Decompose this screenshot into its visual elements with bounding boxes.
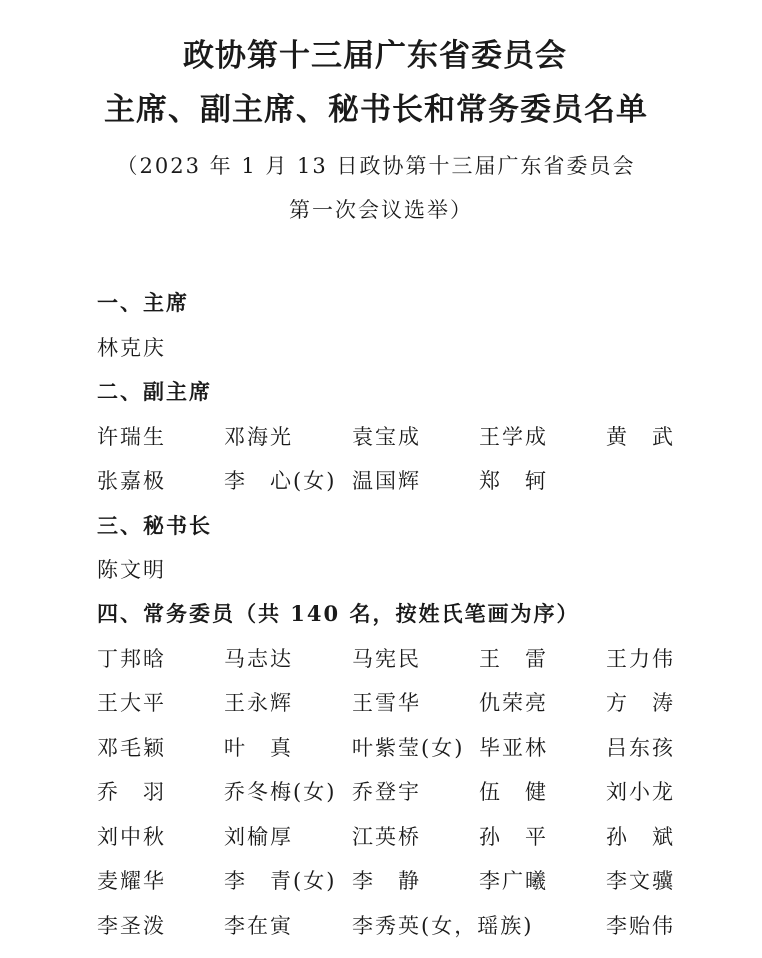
member-name: 邓海光 bbox=[224, 425, 293, 449]
member-name: 叶紫莹(女) bbox=[352, 736, 465, 760]
section-heading-secretary-general: 三、秘书长 bbox=[97, 513, 212, 538]
member-name: 郑 轲 bbox=[479, 469, 548, 493]
name-row bbox=[0, 643, 762, 673]
name-row bbox=[0, 732, 762, 762]
member-name: 乔冬梅(女) bbox=[224, 780, 337, 804]
member-name: 李 心(女) bbox=[224, 469, 337, 493]
name-row bbox=[0, 910, 762, 940]
member-name: 叶 真 bbox=[224, 736, 293, 760]
member-name: 李广曦 bbox=[479, 869, 548, 893]
member-name: 王雪华 bbox=[352, 691, 421, 715]
member-name: 李贻伟 bbox=[606, 914, 675, 938]
member-name: 张嘉极 bbox=[97, 469, 166, 493]
member-name: 王大平 bbox=[97, 691, 166, 715]
member-name: 马宪民 bbox=[352, 647, 421, 671]
section-heading-standing-members: 四、常务委员（共 140 名，按姓氏笔画为序） bbox=[97, 601, 580, 626]
member-name: 王学成 bbox=[479, 425, 548, 449]
member-name: 李秀英(女，瑶族) bbox=[352, 914, 534, 938]
member-name: 方 涛 bbox=[606, 691, 675, 715]
election-note-line2: 第一次会议选举） bbox=[289, 198, 473, 222]
member-name: 江英桥 bbox=[352, 825, 421, 849]
member-name: 李 青(女) bbox=[224, 869, 337, 893]
member-name: 袁宝成 bbox=[352, 425, 421, 449]
member-name: 李圣泼 bbox=[97, 914, 166, 938]
member-name: 毕亚林 bbox=[479, 736, 548, 760]
member-name: 李文骥 bbox=[606, 869, 675, 893]
member-name: 王力伟 bbox=[606, 647, 675, 671]
name-row bbox=[0, 465, 762, 495]
section-heading-chair: 一、主席 bbox=[97, 290, 189, 315]
member-name: 孙 平 bbox=[479, 825, 548, 849]
name-row bbox=[0, 332, 762, 362]
member-name: 林克庆 bbox=[97, 336, 166, 360]
member-name: 李在寅 bbox=[224, 914, 293, 938]
member-name: 黄 武 bbox=[606, 425, 675, 449]
member-name: 刘榆厚 bbox=[224, 825, 293, 849]
member-name: 王 雷 bbox=[479, 647, 548, 671]
member-name: 孙 斌 bbox=[606, 825, 675, 849]
member-name: 李 静 bbox=[352, 869, 421, 893]
election-note-line1: （2023 年 1 月 13 日政协第十三届广东省委员会 bbox=[116, 154, 636, 178]
member-name: 乔登宇 bbox=[352, 780, 421, 804]
member-name: 马志达 bbox=[224, 647, 293, 671]
member-name: 麦耀华 bbox=[97, 869, 166, 893]
member-name: 丁邦晗 bbox=[97, 647, 166, 671]
member-name: 刘中秋 bbox=[97, 825, 166, 849]
name-row bbox=[0, 776, 762, 806]
member-name: 邓毛颖 bbox=[97, 736, 166, 760]
name-row bbox=[0, 865, 762, 895]
member-name: 乔 羽 bbox=[97, 780, 166, 804]
member-name: 许瑞生 bbox=[97, 425, 166, 449]
member-name: 刘小龙 bbox=[606, 780, 675, 804]
member-name: 温国辉 bbox=[352, 469, 421, 493]
document-title-line1: 政协第十三届广东省委员会 bbox=[183, 38, 567, 74]
name-row bbox=[0, 687, 762, 717]
member-name: 吕东孩 bbox=[606, 736, 675, 760]
name-row bbox=[0, 554, 762, 584]
member-name: 陈文明 bbox=[97, 558, 166, 582]
name-row bbox=[0, 421, 762, 451]
section-heading-vice-chairs: 二、副主席 bbox=[97, 379, 212, 404]
name-row bbox=[0, 821, 762, 851]
document-title-line2: 主席、副主席、秘书长和常务委员名单 bbox=[104, 92, 648, 128]
member-name: 仇荣亮 bbox=[479, 691, 548, 715]
member-name: 伍 健 bbox=[479, 780, 548, 804]
member-name: 王永辉 bbox=[224, 691, 293, 715]
